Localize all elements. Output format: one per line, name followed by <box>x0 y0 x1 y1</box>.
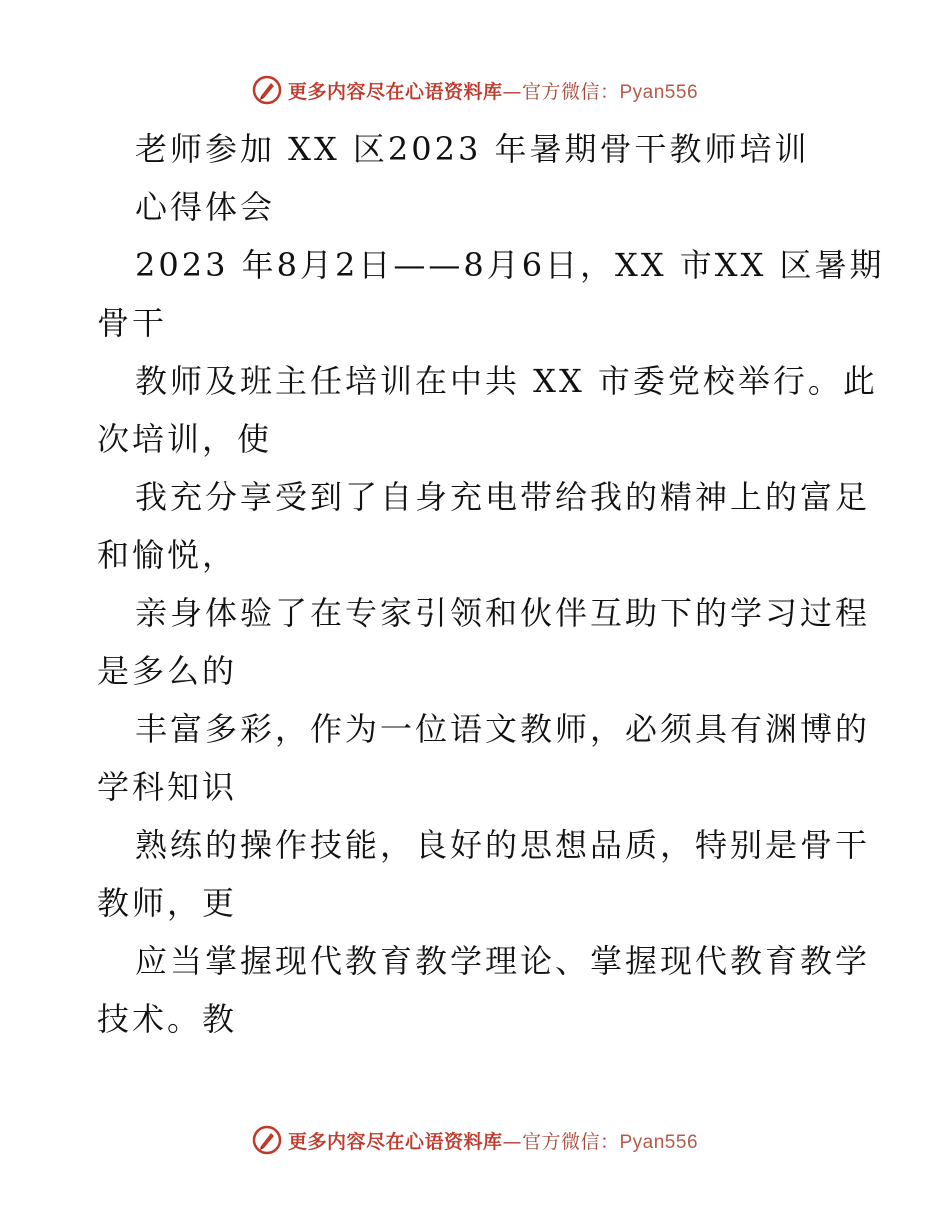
watermark-brand: 更多内容尽在心语资料库 <box>287 1130 503 1153</box>
watermark-wechat-label: 官方微信： <box>521 80 620 103</box>
watermark-dash: — <box>502 80 522 103</box>
watermark-text <box>288 77 698 104</box>
watermark-account: Pyan556 <box>619 81 699 103</box>
footer-watermark <box>0 1120 950 1160</box>
watermark-brand: 更多内容尽在心语资料库 <box>287 80 503 103</box>
header-watermark <box>0 70 950 110</box>
paragraph-line: 2023 年8月2日——8月6日，XX 市XX 区暑期 <box>135 246 885 284</box>
paragraph-line: 应当掌握现代教育教学理论、掌握现代教育教学 <box>135 942 871 980</box>
paragraph-line: 是多么的 <box>97 652 238 690</box>
watermark-dash: — <box>502 1130 522 1153</box>
pen-logo-icon <box>252 1125 282 1155</box>
paragraph-line: 技术。教 <box>97 1000 238 1038</box>
paragraph-line: 和愉悦， <box>97 536 238 574</box>
paragraph-line: 次培训，使 <box>97 420 273 458</box>
title-line-1: 老师参加 XX 区2023 年暑期骨干教师培训 <box>135 130 810 168</box>
paragraph-line: 学科知识 <box>97 768 238 806</box>
paragraph-line: 教师及班主任培训在中共 XX 市委党校举行。此 <box>135 362 878 400</box>
watermark-wechat-label: 官方微信： <box>521 1130 620 1153</box>
paragraph-line: 熟练的操作技能，良好的思想品质，特别是骨干 <box>135 826 871 864</box>
title-line-2: 心得体会 <box>135 188 276 226</box>
paragraph-line: 骨干 <box>97 304 168 342</box>
watermark-text <box>288 1127 698 1154</box>
pen-logo-icon <box>252 75 282 105</box>
paragraph-line: 亲身体验了在专家引领和伙伴互助下的学习过程 <box>135 594 871 632</box>
watermark-account: Pyan556 <box>619 1131 699 1153</box>
paragraph-line: 丰富多彩，作为一位语文教师，必须具有渊博的 <box>135 710 871 748</box>
paragraph-line: 教师，更 <box>97 884 238 922</box>
paragraph-line: 我充分享受到了自身充电带给我的精神上的富足 <box>135 478 871 516</box>
